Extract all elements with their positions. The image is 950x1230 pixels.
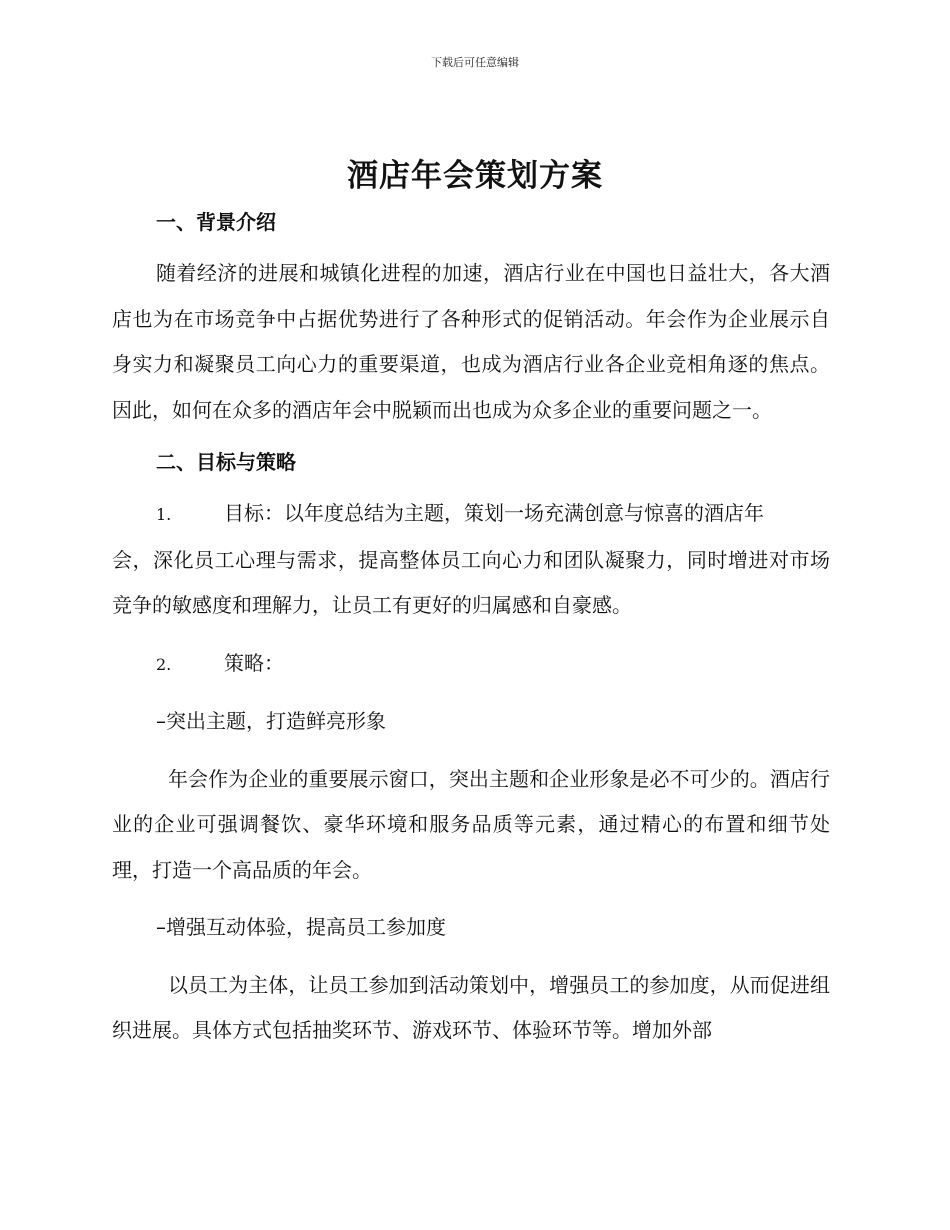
item-number: 2. [156, 654, 172, 674]
strategy-bullet-interaction: –增强互动体验，提高员工参加度 [156, 915, 446, 939]
goal-continuation: 会，深化员工心理与需求，提高整体员工向心力和团队凝聚力，同时增进对市场竞争的敏感度和理解力，让员工有更好的归属感和自豪感。 [112, 547, 830, 617]
numbered-item-strategy [112, 641, 830, 688]
item-number: 1. [156, 505, 172, 524]
section-heading-goals: 二、目标与策略 [156, 450, 296, 474]
theme-paragraph: 年会作为企业的重要展示窗口，突出主题和企业形象是必不可少的。酒店行业的企业可强调餐饮、豪华环境和服务品质等元素，通过精心的布置和细节处理，打造一个高品质的年会。 [112, 766, 830, 882]
strategy-bullet-theme: –突出主题，打造鲜亮形象 [156, 709, 386, 733]
item-text: 策略： [224, 650, 284, 675]
document-body [112, 205, 830, 1054]
numbered-item-goal [112, 491, 830, 538]
header-note: 下载后可任意编辑 [431, 56, 519, 69]
background-paragraph: 随着经济的进展和城镇化进程的加速，酒店行业在中国也日益壮大，各大酒店也为在市场竞争中占据优势进行了各种形式的促销活动。年会作为企业展示自身实力和凝聚员工向心力的重要渠道，也成为酒店行业各企业竞相角逐的焦点。因此，如何在众多的酒店年会中脱颖而出也成为众多企业的重要问题之一。 [112, 261, 830, 422]
section-heading-background: 一、背景介绍 [156, 210, 276, 234]
document-title: 酒店年会策划方案 [347, 158, 603, 194]
item-text: 目标：以年度总结为主题，策划一场充满创意与惊喜的酒店年 [224, 501, 764, 525]
interaction-paragraph: 以员工为主体，让员工参加到活动策划中，增强员工的参加度，从而促进组织进展。具体方式包括抽奖环节、游戏环节、体验环节等。增加外部 [112, 972, 830, 1042]
